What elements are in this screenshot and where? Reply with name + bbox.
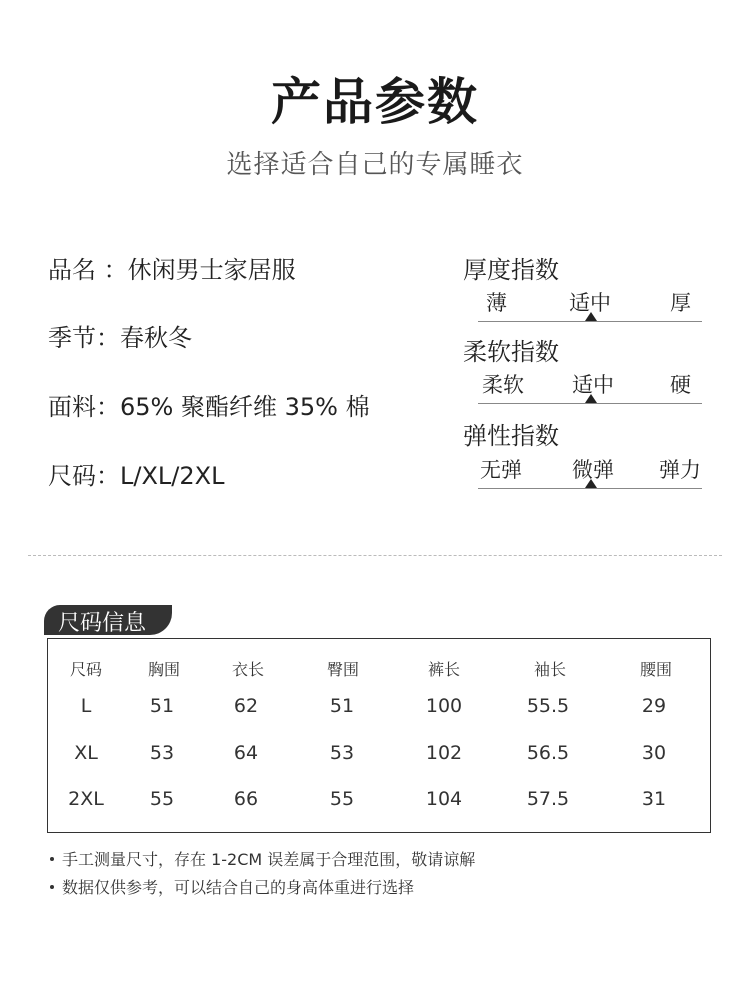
spec-fabric <box>48 387 370 422</box>
bullet-icon <box>50 857 54 861</box>
spec-label: 面料： <box>48 393 120 421</box>
spec-value: 65% 聚酯纤维 35% 棉 <box>120 393 370 421</box>
page-title: 产品参数 <box>271 73 479 131</box>
table-cell: 53 <box>329 742 355 764</box>
table-cell: L <box>80 695 92 717</box>
section-divider <box>28 555 722 556</box>
note-item <box>50 847 475 870</box>
table-header: 裤长 <box>427 660 461 679</box>
table-cell: 64 <box>233 742 259 764</box>
table-header: 腰围 <box>639 660 673 679</box>
table-cell: 66 <box>233 788 259 810</box>
note-item <box>50 875 414 898</box>
table-cell: 104 <box>425 788 463 810</box>
table-cell: 31 <box>641 788 667 810</box>
spec-value: L/XL/2XL <box>120 462 225 490</box>
table-header: 袖长 <box>533 660 567 679</box>
scale-option: 微弹 <box>572 458 614 482</box>
elasticity-index-title: 弹性指数 <box>463 422 559 450</box>
scale-option: 薄 <box>486 291 507 315</box>
scale-indicator-icon <box>585 479 597 488</box>
table-cell: 51 <box>149 695 175 717</box>
note-text: 数据仅供参考，可以结合自己的身高体重进行选择 <box>62 878 415 897</box>
spec-label: 季节： <box>48 324 120 352</box>
spec-label: 品名 ： <box>48 256 128 284</box>
table-cell: 102 <box>425 742 463 764</box>
scale-indicator-icon <box>585 312 597 321</box>
table-cell: 62 <box>233 695 259 717</box>
table-cell: 56.5 <box>526 742 570 764</box>
scale-option: 适中 <box>569 291 611 315</box>
spec-name <box>48 250 296 285</box>
table-header: 臀围 <box>326 660 360 679</box>
scale-indicator-icon <box>585 394 597 403</box>
table-cell: 55 <box>149 788 175 810</box>
table-cell: 29 <box>641 695 667 717</box>
spec-label: 尺码： <box>48 462 120 490</box>
table-cell: 51 <box>329 695 355 717</box>
scale-option: 适中 <box>572 373 614 397</box>
table-cell: 55.5 <box>526 695 570 717</box>
scale-option: 无弹 <box>480 458 522 482</box>
scale-line <box>478 488 702 489</box>
scale-option: 厚 <box>670 291 691 315</box>
bullet-icon <box>50 885 54 889</box>
table-cell: 30 <box>641 742 667 764</box>
scale-option: 弹力 <box>659 458 701 482</box>
scale-line <box>478 403 702 404</box>
table-header: 尺码 <box>69 660 103 679</box>
table-header: 衣长 <box>231 660 265 679</box>
size-info-tab <box>44 605 172 635</box>
table-cell: XL <box>74 742 98 764</box>
softness-scale <box>478 369 702 409</box>
table-header: 胸围 <box>147 660 181 679</box>
size-info-tab-label: 尺码信息 <box>58 611 147 635</box>
table-cell: 55 <box>329 788 355 810</box>
note-text: 手工测量尺寸，存在 1-2CM 误差属于合理范围，敬请谅解 <box>62 850 476 869</box>
spec-size <box>48 456 224 491</box>
spec-value: 休闲男士家居服 <box>127 256 296 284</box>
elasticity-scale <box>478 454 702 494</box>
scale-line <box>478 321 702 322</box>
thickness-scale <box>478 287 702 327</box>
scale-option: 柔软 <box>482 373 524 397</box>
table-cell: 100 <box>425 695 463 717</box>
page-subtitle: 选择适合自己的专属睡衣 <box>226 150 524 180</box>
thickness-index-title: 厚度指数 <box>463 256 559 284</box>
size-table <box>47 638 711 833</box>
table-cell: 2XL <box>68 788 104 810</box>
spec-value: 春秋冬 <box>120 324 192 352</box>
table-cell: 53 <box>149 742 175 764</box>
spec-season <box>48 318 192 353</box>
table-cell: 57.5 <box>526 788 570 810</box>
softness-index-title: 柔软指数 <box>463 338 559 366</box>
scale-option: 硬 <box>670 373 691 397</box>
